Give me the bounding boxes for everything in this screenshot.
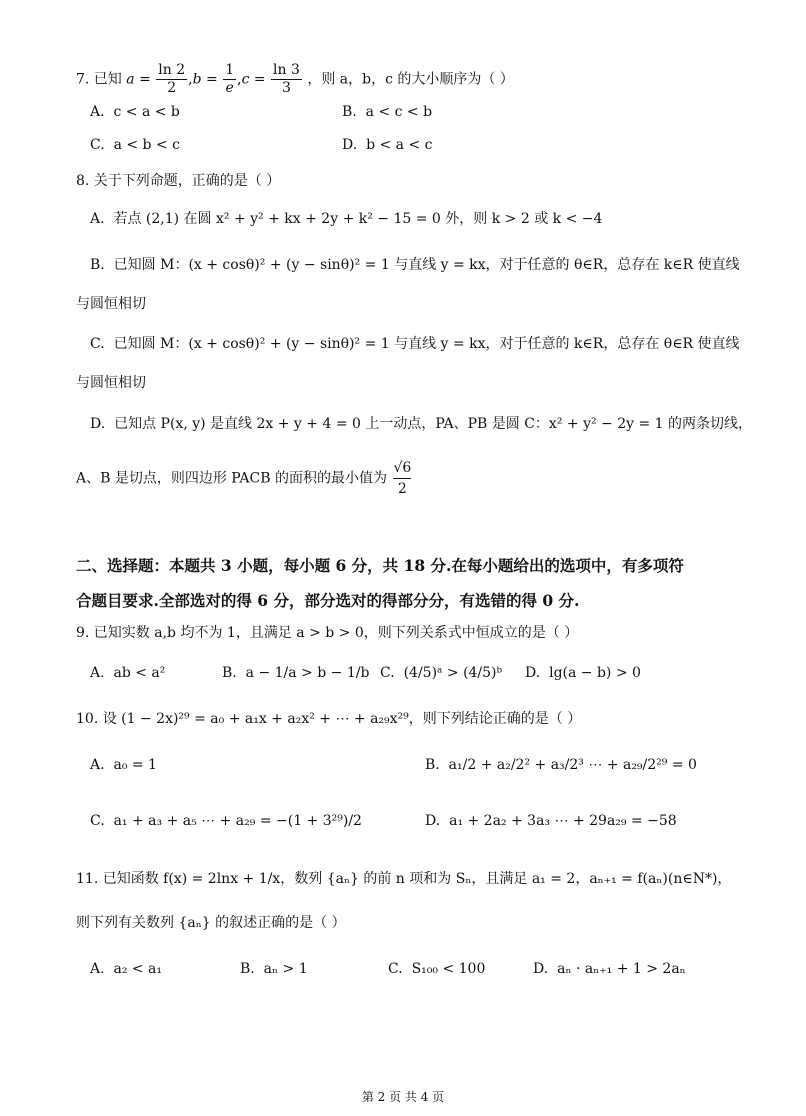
q8-option-d-cont: A、B 是切点，则四边形 PACB 的面积的最小值为 $\frac{√6}{2}$ (76, 460, 412, 497)
q7-option-a: A. c < a < b (90, 104, 180, 120)
q9-option-c: C. (4/5)ᵃ > (4/5)ᵇ (380, 665, 503, 681)
q11-stem: 11. 已知函数 f(x) = 2lnx + 1/x，数列 {aₙ} 的前 n 项和为 Sₙ，且满足 a₁ = 2，aₙ₊₁ = f(aₙ)(n∈N*)， (76, 871, 732, 887)
q8-option-c: C. 已知圆 M：(x + cosθ)² + (y − sinθ)² = 1 与直线 y = kx，对于任意的 k∈R，总存在 θ∈R 使直线 (90, 336, 740, 352)
q10-option-b: B. a₁/2 + a₂/2² + a₃/2³ ⋯ + a₂₉/2²⁹ = 0 (425, 757, 697, 773)
section2-line2: 合题目要求.全部选对的得 6 分，部分选对的得部分分，有选错的得 0 分. (76, 591, 580, 610)
q8-option-b: B. 已知圆 M：(x + cosθ)² + (y − sinθ)² = 1 与直线 y = kx，对于任意的 θ∈R，总存在 k∈R 使直线 (90, 257, 740, 273)
q10-stem: 10. 设 (1 − 2x)²⁹ = a₀ + a₁x + a₂x² + ⋯ + a₂₉x²⁹，则下列结论正确的是（ ） (76, 711, 582, 727)
q8-option-d: D. 已知点 P(x, y) 是直线 2x + y + 4 = 0 上一动点，PA、PB 是圆 C：x² + y² − 2y = 1 的两条切线， (90, 416, 753, 432)
q10-option-c: C. a₁ + a₃ + a₅ ⋯ + a₂₉ = −(1 + 3²⁹)/2 (90, 813, 362, 829)
page-footer: 第 2 页 共 4 页 (361, 1090, 445, 1104)
q11-option-c: C. S₁₀₀ < 100 (388, 961, 486, 977)
q8-option-c-cont: 与圆恒相切 (76, 375, 146, 391)
q7-stem-prefix: 7. 已知 (76, 71, 122, 88)
q7-option-c: C. a < b < c (90, 137, 180, 153)
sqrt6-over-2: $\frac{√6}{2}$ (393, 460, 412, 497)
q9-option-b: B. a − 1/a > b − 1/b (222, 665, 370, 681)
q9-stem: 9. 已知实数 a,b 均不为 1，且满足 a > b > 0，则下列关系式中恒成立的是（ ） (76, 625, 579, 641)
q8-option-a: A. 若点 (2,1) 在圆 x² + y² + kx + 2y + k² − 15 = 0 外，则 k > 2 或 k < −4 (90, 211, 603, 227)
q8-stem: 8. 关于下列命题，正确的是（ ） (76, 173, 281, 189)
q9-option-d: D. lg(a − b) > 0 (525, 665, 641, 681)
q8-option-b-cont: 与圆恒相切 (76, 296, 146, 312)
q10-option-d: D. a₁ + 2a₂ + 3a₃ ⋯ + 29a₂₉ = −58 (425, 813, 677, 829)
q7-option-b: B. a < c < b (342, 104, 433, 120)
q11-option-a: A. a₂ < a₁ (90, 961, 163, 977)
q10-option-a: A. a₀ = 1 (90, 757, 157, 773)
q7-stem: 7. 已知 a = $\frac{\ln 2}{2}$ ,b = $\frac{1}{e}$ ,c = $\frac{\ln 3}{3}$ ，则 a，b，c 的大小顺序为（ ） (76, 62, 514, 96)
q7-option-d: D. b < a < c (342, 137, 433, 153)
q11-option-b: B. aₙ > 1 (240, 961, 308, 977)
q9-option-a: A. ab < a² (90, 665, 166, 681)
q11-stem2: 则下列有关数列 {aₙ} 的叙述正确的是（ ） (76, 915, 346, 931)
section2-line1: 二、选择题：本题共 3 小题，每小题 6 分，共 18 分.在每小题给出的选项中，有多项符 (76, 556, 684, 575)
q7-stem-suffix: ，则 a，b，c 的大小顺序为（ ） (307, 71, 514, 88)
q11-option-d: D. aₙ · aₙ₊₁ + 1 > 2aₙ (533, 961, 686, 977)
